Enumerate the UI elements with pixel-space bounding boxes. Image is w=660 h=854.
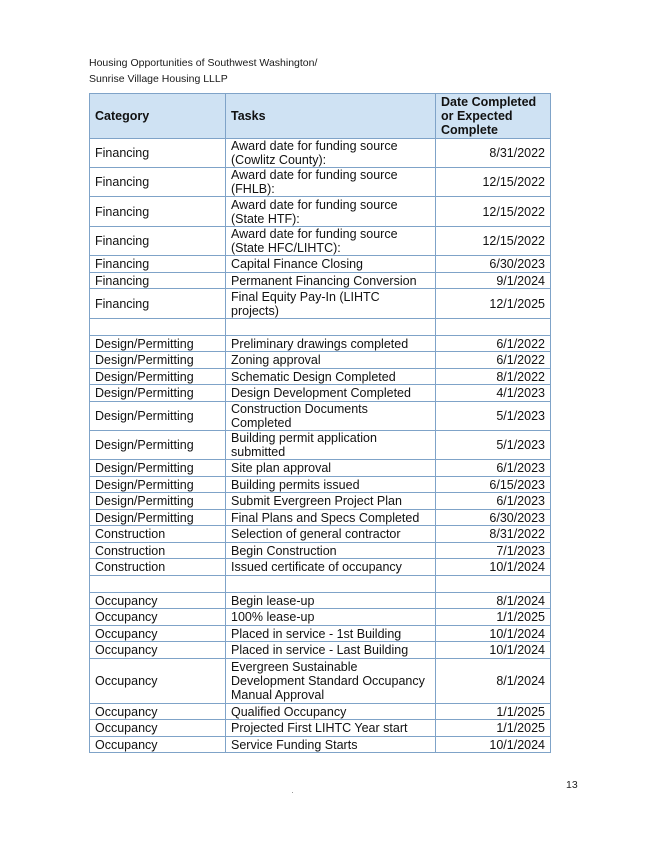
- row-date-cell: 1/1/2025: [436, 609, 551, 626]
- row-date-cell: 10/1/2024: [436, 626, 551, 642]
- table-row: [90, 720, 551, 737]
- row-category-cell: Construction: [90, 559, 226, 576]
- row-task-cell: Service Funding Starts: [226, 737, 436, 753]
- row-date-cell: 10/1/2024: [436, 642, 551, 659]
- row-category-cell: Occupancy: [90, 593, 226, 609]
- row-category-cell: [90, 319, 226, 336]
- row-date-cell: 5/1/2023: [436, 402, 551, 431]
- row-task-cell: [226, 576, 436, 593]
- row-task-cell: Design Development Completed: [226, 385, 436, 402]
- table-spacer-row: [90, 576, 551, 593]
- table-row: [90, 336, 551, 352]
- row-task-cell: Begin lease-up: [226, 593, 436, 609]
- row-category-cell: Design/Permitting: [90, 510, 226, 526]
- table-row: [90, 369, 551, 385]
- row-task-cell: Placed in service - 1st Building: [226, 626, 436, 642]
- table-row: [90, 273, 551, 289]
- scan-dot: [292, 792, 293, 793]
- row-category-cell: Financing: [90, 289, 226, 319]
- row-category-cell: Design/Permitting: [90, 369, 226, 385]
- table-spacer-row: [90, 319, 551, 336]
- table-row: [90, 642, 551, 659]
- row-task-cell: Placed in service - Last Building: [226, 642, 436, 659]
- row-category-cell: Occupancy: [90, 659, 226, 704]
- row-category-cell: Occupancy: [90, 720, 226, 737]
- row-category-cell: Financing: [90, 139, 226, 168]
- row-task-cell: Preliminary drawings completed: [226, 336, 436, 352]
- column-header-tasks: Tasks: [226, 94, 436, 139]
- column-header-date: Date Completed or Expected Complete: [436, 94, 551, 139]
- row-date-cell: 10/1/2024: [436, 737, 551, 753]
- row-category-cell: Occupancy: [90, 609, 226, 626]
- row-task-cell: Issued certificate of occupancy: [226, 559, 436, 576]
- row-category-cell: [90, 576, 226, 593]
- row-task-cell: Award date for funding source (State HTF):: [226, 197, 436, 227]
- row-task-cell: Construction Documents Completed: [226, 402, 436, 431]
- row-task-cell: Building permit application submitted: [226, 431, 436, 460]
- row-task-cell: Begin Construction: [226, 543, 436, 559]
- table-row: [90, 168, 551, 197]
- table-row: [90, 139, 551, 168]
- schedule-table: [89, 93, 551, 753]
- row-date-cell: 4/1/2023: [436, 385, 551, 402]
- row-task-cell: Zoning approval: [226, 352, 436, 369]
- row-category-cell: Financing: [90, 273, 226, 289]
- table-row: [90, 626, 551, 642]
- table-row: [90, 477, 551, 493]
- table-header-row: [90, 94, 551, 139]
- table-row: [90, 593, 551, 609]
- row-date-cell: 6/1/2023: [436, 460, 551, 477]
- row-task-cell: Selection of general contractor: [226, 526, 436, 543]
- row-task-cell: Evergreen Sustainable Development Standard Occupancy Manual Approval: [226, 659, 436, 704]
- row-category-cell: Construction: [90, 543, 226, 559]
- row-date-cell: 6/1/2022: [436, 336, 551, 352]
- row-category-cell: Financing: [90, 168, 226, 197]
- row-task-cell: Capital Finance Closing: [226, 256, 436, 273]
- table-row: [90, 227, 551, 256]
- row-date-cell: 7/1/2023: [436, 543, 551, 559]
- row-date-cell: 6/1/2023: [436, 493, 551, 510]
- table-row: [90, 510, 551, 526]
- row-date-cell: 12/1/2025: [436, 289, 551, 319]
- row-task-cell: Award date for funding source (Cowlitz County):: [226, 139, 436, 168]
- row-task-cell: Site plan approval: [226, 460, 436, 477]
- row-category-cell: Design/Permitting: [90, 352, 226, 369]
- table-row: [90, 460, 551, 477]
- row-date-cell: 12/15/2022: [436, 227, 551, 256]
- row-date-cell: 10/1/2024: [436, 559, 551, 576]
- row-category-cell: Design/Permitting: [90, 385, 226, 402]
- document-header: [89, 55, 317, 87]
- row-task-cell: Qualified Occupancy: [226, 704, 436, 720]
- table-row: [90, 526, 551, 543]
- row-date-cell: 1/1/2025: [436, 720, 551, 737]
- row-date-cell: 6/15/2023: [436, 477, 551, 493]
- row-category-cell: Financing: [90, 197, 226, 227]
- row-date-cell: 12/15/2022: [436, 197, 551, 227]
- row-task-cell: Schematic Design Completed: [226, 369, 436, 385]
- table-row: [90, 659, 551, 704]
- row-category-cell: Occupancy: [90, 626, 226, 642]
- row-date-cell: 8/1/2024: [436, 593, 551, 609]
- row-category-cell: Construction: [90, 526, 226, 543]
- row-task-cell: Final Equity Pay-In (LIHTC projects): [226, 289, 436, 319]
- row-date-cell: 6/1/2022: [436, 352, 551, 369]
- row-task-cell: Building permits issued: [226, 477, 436, 493]
- row-category-cell: Design/Permitting: [90, 477, 226, 493]
- table-row: [90, 559, 551, 576]
- row-category-cell: Occupancy: [90, 642, 226, 659]
- row-date-cell: 6/30/2023: [436, 510, 551, 526]
- table-row: [90, 289, 551, 319]
- row-category-cell: Design/Permitting: [90, 493, 226, 510]
- row-category-cell: Financing: [90, 256, 226, 273]
- table-row: [90, 431, 551, 460]
- row-category-cell: Design/Permitting: [90, 431, 226, 460]
- row-date-cell: 8/31/2022: [436, 139, 551, 168]
- table-row: [90, 352, 551, 369]
- row-category-cell: Occupancy: [90, 737, 226, 753]
- table-row: [90, 543, 551, 559]
- row-task-cell: Submit Evergreen Project Plan: [226, 493, 436, 510]
- row-date-cell: 8/1/2022: [436, 369, 551, 385]
- table-row: [90, 704, 551, 720]
- column-header-category: Category: [90, 94, 226, 139]
- row-category-cell: Design/Permitting: [90, 460, 226, 477]
- row-category-cell: Occupancy: [90, 704, 226, 720]
- row-task-cell: Permanent Financing Conversion: [226, 273, 436, 289]
- table-row: [90, 197, 551, 227]
- table-row: [90, 256, 551, 273]
- row-date-cell: 12/15/2022: [436, 168, 551, 197]
- row-task-cell: Projected First LIHTC Year start: [226, 720, 436, 737]
- row-date-cell: 8/1/2024: [436, 659, 551, 704]
- row-date-cell: 5/1/2023: [436, 431, 551, 460]
- row-task-cell: 100% lease-up: [226, 609, 436, 626]
- row-task-cell: [226, 319, 436, 336]
- row-date-cell: [436, 319, 551, 336]
- table-row: [90, 737, 551, 753]
- page-number: 13: [566, 779, 578, 791]
- header-line-project: Sunrise Village Housing LLLP: [89, 73, 228, 85]
- row-category-cell: Design/Permitting: [90, 336, 226, 352]
- table-row: [90, 402, 551, 431]
- row-date-cell: [436, 576, 551, 593]
- row-date-cell: 1/1/2025: [436, 704, 551, 720]
- row-date-cell: 9/1/2024: [436, 273, 551, 289]
- row-date-cell: 8/31/2022: [436, 526, 551, 543]
- row-task-cell: Award date for funding source (State HFC/LIHTC):: [226, 227, 436, 256]
- row-category-cell: Financing: [90, 227, 226, 256]
- row-task-cell: Final Plans and Specs Completed: [226, 510, 436, 526]
- table-row: [90, 493, 551, 510]
- row-task-cell: Award date for funding source (FHLB):: [226, 168, 436, 197]
- row-date-cell: 6/30/2023: [436, 256, 551, 273]
- table-row: [90, 385, 551, 402]
- row-category-cell: Design/Permitting: [90, 402, 226, 431]
- table-row: [90, 609, 551, 626]
- header-line-organization: Housing Opportunities of Southwest Washington/: [89, 57, 318, 69]
